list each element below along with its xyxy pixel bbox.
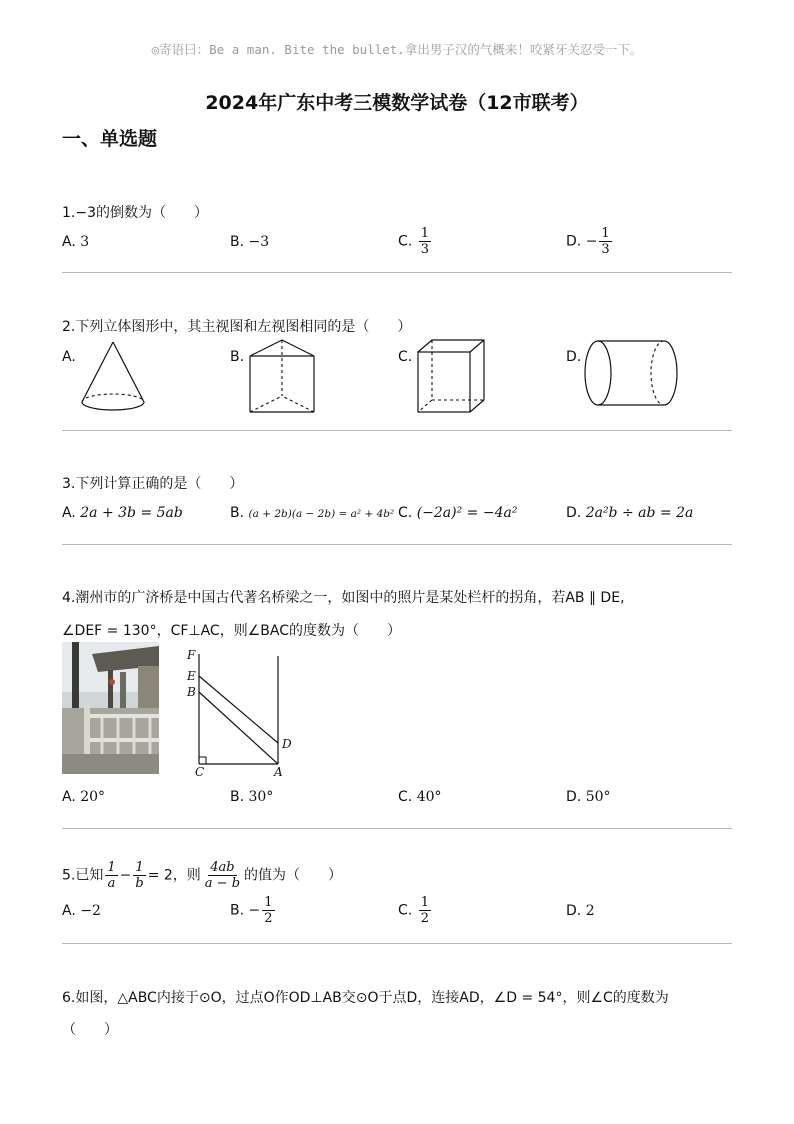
divider: [62, 544, 732, 545]
q3-option-b[interactable]: B. (a + 2b)(a − 2b) = a² + 4b²: [230, 505, 395, 521]
question-1-stem: 1.−3的倒数为（ ）: [62, 205, 208, 221]
divider: [62, 828, 732, 829]
q1-option-b[interactable]: B. −3: [230, 234, 270, 250]
q5-option-c[interactable]: C. $\frac{1}{2}$: [398, 895, 429, 926]
question-6-stem-line1: 6.如图，△ABC内接于⊙O，过点O作OD⊥AB交⊙O于点D，连接AD，∠D = 54°，则∠C的度数为: [62, 990, 669, 1006]
q4-option-c[interactable]: C. 40°: [398, 789, 442, 805]
q1-option-c[interactable]: C. $\frac{1}{3}$: [398, 226, 429, 257]
point-label-e: E: [187, 669, 196, 683]
page-title: 2024年广东中考三模数学试卷（12市联考）: [205, 92, 589, 114]
question-4-stem-line1: 4.潮州市的广济桥是中国古代著名桥梁之一，如图中的照片是某处栏杆的拐角，若AB ∥ DE,: [62, 590, 625, 606]
question-6-stem-line2: （ ）: [62, 1022, 118, 1038]
point-label-f: F: [187, 648, 196, 662]
divider: [62, 943, 732, 944]
triangular-prism-icon: [246, 336, 318, 418]
watermark: ◎寄语曰：Be a man. Bite the bullet.拿出男子汉的气概来！咬紧牙关忍受一下。: [151, 42, 643, 57]
q3-option-c[interactable]: C. (−2a)² = −4a²: [398, 505, 518, 521]
q3-option-d[interactable]: D. 2a²b ÷ ab = 2a: [566, 505, 694, 521]
q2-option-c[interactable]: C.: [398, 349, 413, 365]
geometry-figure-q4: [184, 646, 296, 778]
q4-option-d[interactable]: D. 50°: [566, 789, 611, 805]
q4-option-b[interactable]: B. 30°: [230, 789, 274, 805]
q2-option-a[interactable]: A.: [62, 349, 76, 365]
question-4-stem-line2: ∠DEF = 130°，CF⊥AC，则∠BAC的度数为（ ）: [62, 623, 401, 639]
cuboid-icon: [414, 336, 488, 418]
q1-option-a[interactable]: A. 3: [62, 234, 90, 250]
q4-option-a[interactable]: A. 20°: [62, 789, 106, 805]
q2-option-b[interactable]: B.: [230, 349, 245, 365]
cone-icon: [78, 338, 148, 416]
cylinder-icon: [582, 338, 682, 410]
q5-option-a[interactable]: A. −2: [62, 903, 101, 919]
q3-option-a[interactable]: A. 2a + 3b = 5ab: [62, 505, 183, 521]
q5-option-b[interactable]: B. − $\frac{1}{2}$: [230, 895, 273, 926]
question-3-stem: 3.下列计算正确的是（ ）: [62, 476, 244, 492]
q1-option-d[interactable]: D. − $\frac{1}{3}$: [566, 226, 610, 257]
point-label-b: B: [187, 685, 196, 699]
question-5-stem: 5.已知 $\frac{1}{a}$ − $\frac{1}{b}$ = 2，则 $\frac{4ab}{a - b}$ 的值为（ ）: [62, 860, 343, 891]
point-label-d: D: [282, 737, 292, 751]
q5-option-d[interactable]: D. 2: [566, 903, 595, 919]
point-label-c: C: [195, 765, 205, 778]
section-heading: 一、单选题: [62, 128, 158, 150]
divider: [62, 430, 732, 431]
bridge-railing-photo: [62, 642, 159, 774]
divider: [62, 272, 732, 273]
point-label-a: A: [274, 765, 283, 778]
question-2-stem: 2.下列立体图形中，其主视图和左视图相同的是（ ）: [62, 319, 412, 335]
q2-option-d[interactable]: D.: [566, 349, 582, 365]
